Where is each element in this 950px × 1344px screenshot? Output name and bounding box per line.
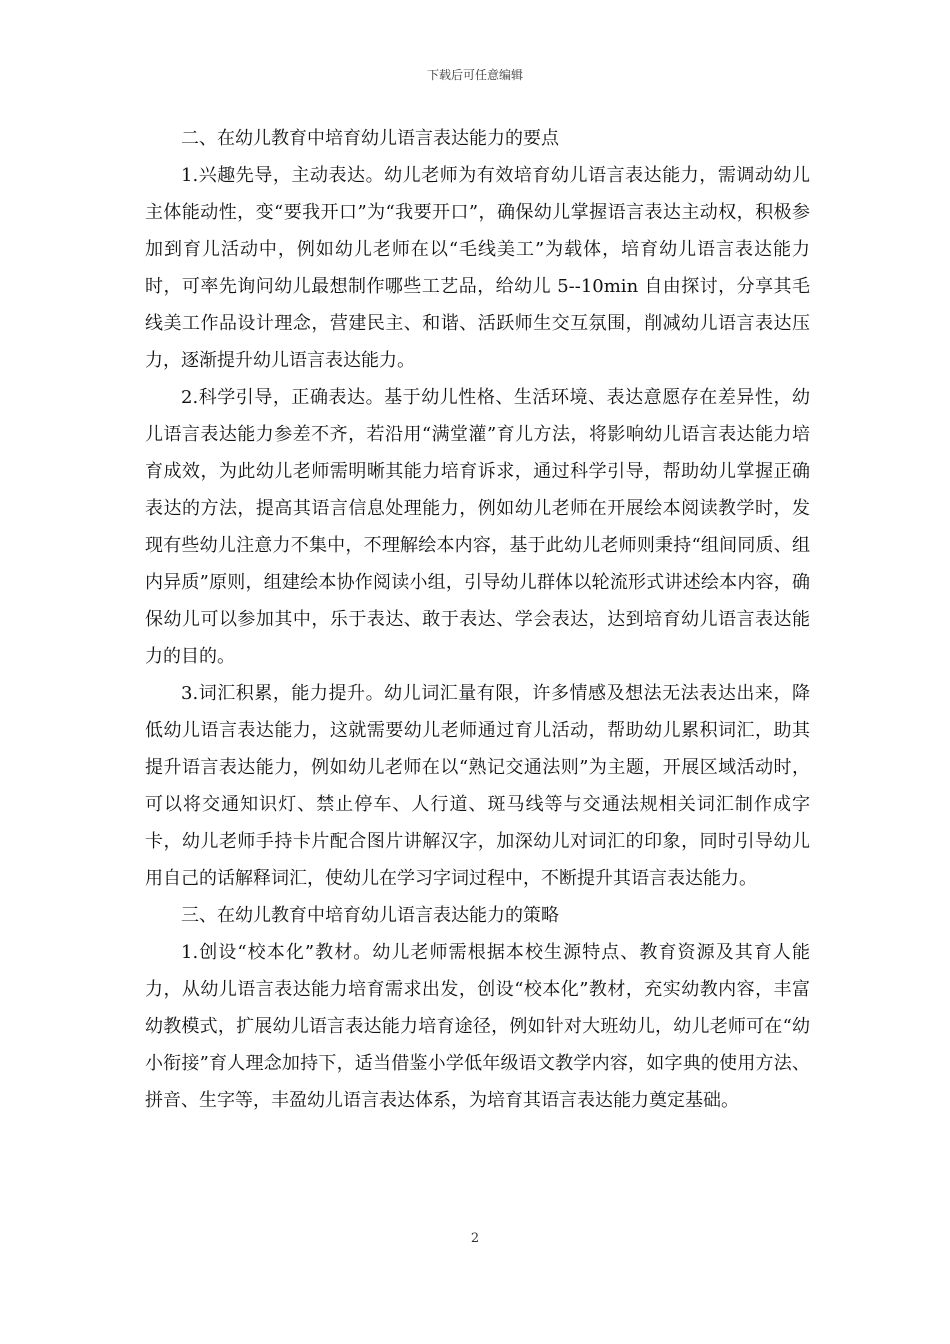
paragraph-interest-guidance: 1.兴趣先导，主动表达。幼儿老师为有效培育幼儿语言表达能力，需调动幼儿主体能动性，变“要我开口”为“我要开口”，确保幼儿掌握语言表达主动权，积极参加到育儿活动中，例如幼儿老师在以“毛线美工”为载体，培育幼儿语言表达能力时，可率先询问幼儿最想制作哪些工艺品，给幼儿 5--10min 自由探讨，分享其毛线美工作品设计理念，营建民主、和谐、活跃师生交互氛围，削减幼儿语言表达压力，逐渐提升幼儿语言表达能力。 <box>145 165 810 371</box>
section-heading-3: 三、在幼儿教育中培育幼儿语言表达能力的策略 <box>181 905 559 926</box>
document-body <box>145 120 810 1119</box>
page-header: 下载后可任意编辑 <box>426 68 523 82</box>
paragraph-vocabulary: 3.词汇积累，能力提升。幼儿词汇量有限，许多情感及想法无法表达出来，降低幼儿语言表达能力，这就需要幼儿老师通过育儿活动，帮助幼儿累积词汇，助其提升语言表达能力，例如幼儿老师在以“熟记交通法则”为主题，开展区域活动时，可以将交通知识灯、禁止停车、人行道、斑马线等与交通法规相关词汇制作成字卡，幼儿老师手持卡片配合图片讲解汉字，加深幼儿对词汇的印象，同时引导幼儿用自己的话解释词汇，使幼儿在学习字词过程中，不断提升其语言表达能力。 <box>145 683 810 889</box>
section-heading-2: 二、在幼儿教育中培育幼儿语言表达能力的要点 <box>181 128 559 149</box>
paragraph-school-based-materials: 1.创设“校本化”教材。幼儿老师需根据本校生源特点、教育资源及其育人能力，从幼儿语言表达能力培育需求出发，创设“校本化”教材，充实幼教内容，丰富幼教模式，扩展幼儿语言表达能力培育途径，例如针对大班幼儿，幼儿老师可在“幼小衔接”育人理念加持下，适当借鉴小学低年级语文教学内容，如字典的使用方法、拼音、生字等，丰盈幼儿语言表达体系，为培育其语言表达能力奠定基础。 <box>145 942 810 1111</box>
paragraph-scientific-guidance: 2.科学引导，正确表达。基于幼儿性格、生活环境、表达意愿存在差异性，幼儿语言表达能力参差不齐，若沿用“满堂灌”育儿方法，将影响幼儿语言表达能力培育成效，为此幼儿老师需明晰其能力培育诉求，通过科学引导，帮助幼儿掌握正确表达的方法，提高其语言信息处理能力，例如幼儿老师在开展绘本阅读教学时，发现有些幼儿注意力不集中，不理解绘本内容，基于此幼儿老师则秉持“组间同质、组内异质”原则，组建绘本协作阅读小组，引导幼儿群体以轮流形式讲述绘本内容，确保幼儿可以参加其中，乐于表达、敢于表达、学会表达，达到培育幼儿语言表达能力的目的。 <box>145 387 810 667</box>
page-number: 2 <box>470 1231 480 1246</box>
